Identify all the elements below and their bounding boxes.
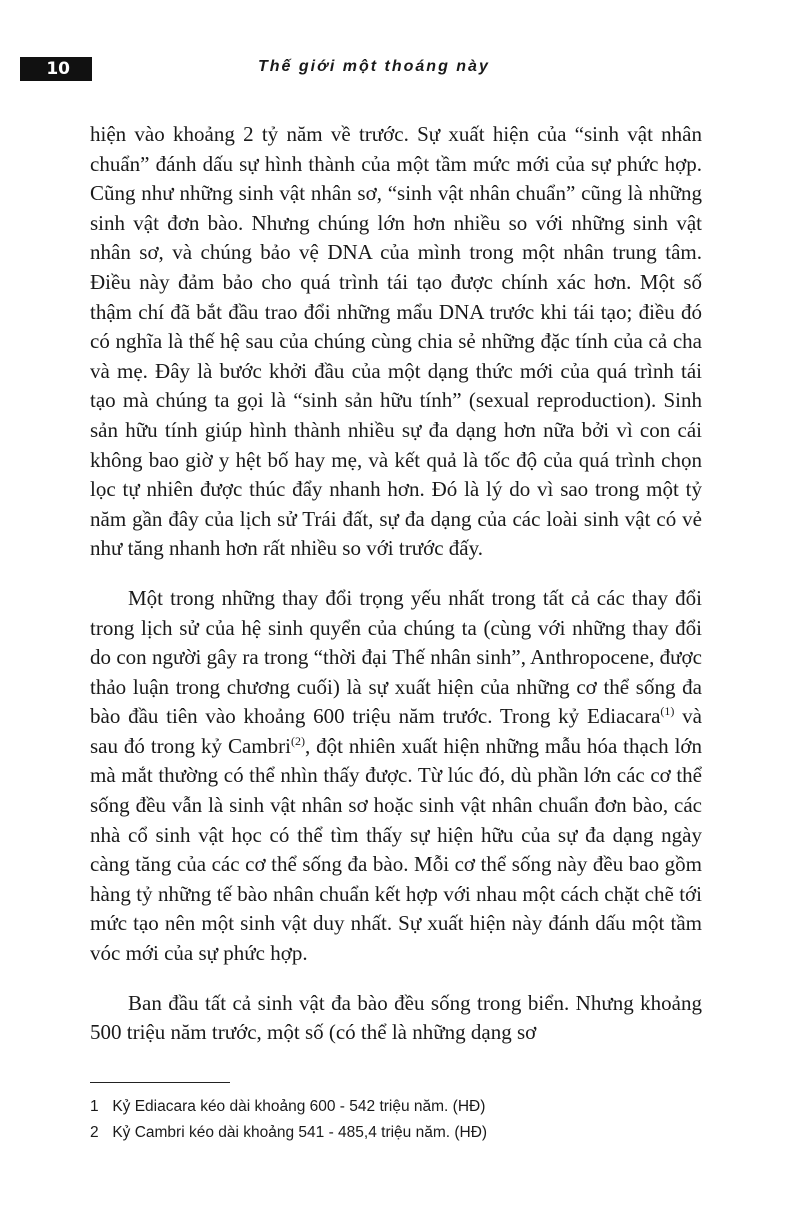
footnotes bbox=[90, 1094, 690, 1146]
running-title: Thế giới một thoáng này bbox=[258, 58, 490, 75]
paragraph-3: Ban đầu tất cả sinh vật đa bào đều sống trong biển. Nhưng khoảng 500 triệu năm trước, một số (có thể là những dạng sơ bbox=[90, 990, 702, 1045]
page-number: 10 bbox=[20, 57, 92, 81]
footnote-ref-1: (1) bbox=[660, 704, 675, 719]
footnote-text: Kỷ Ediacara kéo dài khoảng 600 - 542 triệu năm. (HĐ) bbox=[112, 1098, 486, 1115]
footnote-number: 2 bbox=[90, 1124, 99, 1141]
footnote-1 bbox=[90, 1094, 690, 1120]
paragraph-2-part-b: và sau đó trong kỷ Cambri bbox=[90, 704, 702, 758]
footnote-2 bbox=[90, 1120, 690, 1146]
footnote-text: Kỷ Cambri kéo dài khoảng 541 - 485,4 triệu năm. (HĐ) bbox=[112, 1124, 488, 1141]
footnote-ref-2: (2) bbox=[290, 733, 305, 748]
paragraph-1: hiện vào khoảng 2 tỷ năm về trước. Sự xuất hiện của “sinh vật nhân chuẩn” đánh dấu sự hình thành của một tầm mức mới của sự phức hợp. Cũng như những sinh vật nhân sơ, “sinh vật nhân chuẩn” cũng là những sinh vật đơn bào. Nhưng chúng lớn hơn nhiều so với những sinh vật nhân sơ, và chúng bảo vệ DNA của mình trong một nhân trung tâm. Điều này đảm bảo cho quá trình tái tạo được chính xác hơn. Một số thậm chí đã bắt đầu trao đổi những mẩu DNA trước khi tái tạo; điều đó có nghĩa là thế hệ sau của chúng cùng chia sẻ những đặc tính của cả cha và mẹ. Đây là bước khởi đầu của một dạng thức mới của quá trình tái tạo mà chúng ta gọi là “sinh sản hữu tính” (sexual reproduction). Sinh sản hữu tính giúp hình thành nhiều sự đa dạng hơn nữa bởi vì con cái không bao giờ y hệt bố hay mẹ, và kết quả là tốc độ của quá trình chọn lọc tự nhiên được thúc đẩy nhanh hơn. Đó là lý do vì sao trong một tỷ năm gần đây của lịch sử Trái đất, sự đa dạng của các loài sinh vật có vẻ như tăng nhanh hơn rất nhiều so với trước đấy. bbox=[90, 122, 702, 561]
paragraph-2-part-a: Một trong những thay đổi trọng yếu nhất trong tất cả các thay đổi trong lịch sử của hệ sinh quyển của chúng ta (cùng với những thay đổi do con người gây ra trong “thời đại Thế nhân sinh”, Anthropocene, được thảo luận trong chương cuối) là sự xuất hiện của những cơ thể sống đa bào đầu tiên vào khoảng 600 triệu năm trước. Trong kỷ Ediacara bbox=[90, 585, 702, 729]
footnote-number: 1 bbox=[90, 1098, 99, 1115]
main-text bbox=[90, 120, 702, 1068]
paragraph-2 bbox=[90, 584, 702, 969]
paragraph-2-part-c: , đột nhiên xuất hiện những mẫu hóa thạch lớn mà mắt thường có thể nhìn thấy được. Từ lúc đó, dù phần lớn các cơ thể sống đều vẫn là sinh vật nhân sơ hoặc sinh vật nhân chuẩn đơn bào, các nhà cổ sinh vật học có thể tìm thấy sự hiện hữu của sự đa dạng ngày càng tăng của các cơ thể sống đa bào. Mỗi cơ thể sống này đều bao gồm hàng tỷ những tế bào nhân chuẩn kết hợp với nhau một cách chặt chẽ tới mức tạo nên một sinh vật duy nhất. Sự xuất hiện này đánh dấu một tầm vóc mới của sự phức hợp. bbox=[90, 733, 703, 966]
footnote-divider bbox=[90, 1082, 230, 1083]
